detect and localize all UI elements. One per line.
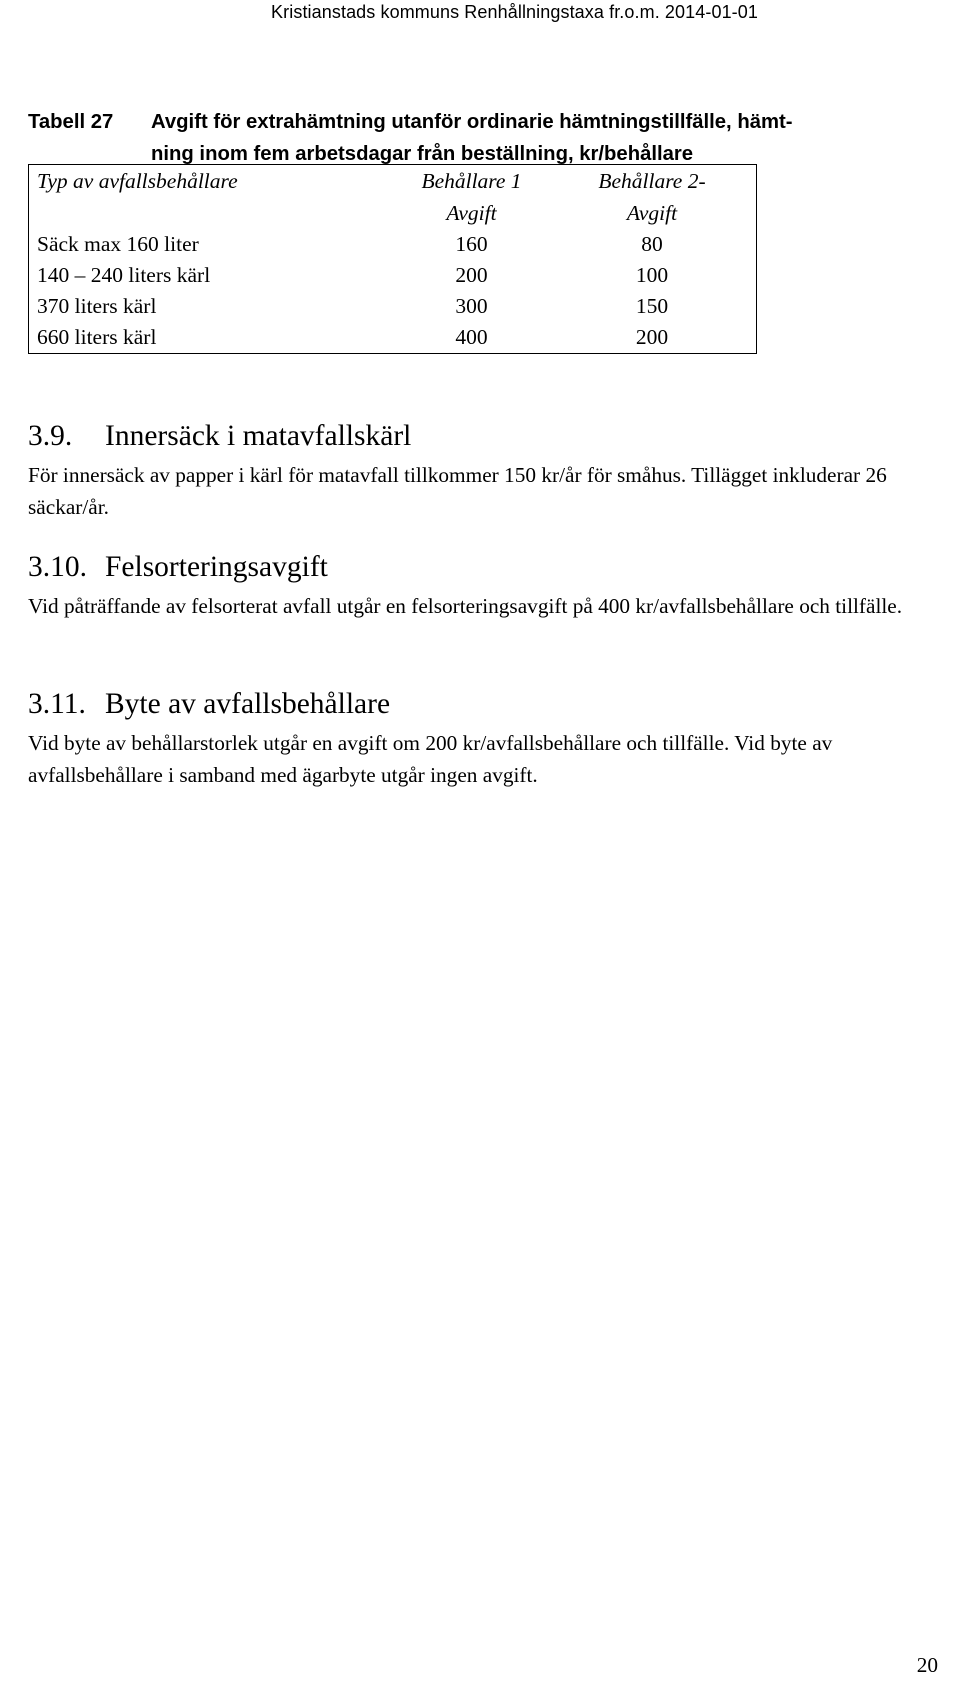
section-body: För innersäck av papper i kärl för matavfall tillkommer 150 kr/år för småhus. Tillägget inkluderar 26 säckar/år. bbox=[28, 463, 887, 519]
table-label: Tabell 27 bbox=[28, 111, 114, 133]
section-number: 3.11. bbox=[28, 688, 86, 720]
table-cell-container1: 160 bbox=[455, 232, 488, 256]
section-heading bbox=[28, 418, 938, 454]
table-cell-container2: 150 bbox=[635, 294, 669, 318]
table-caption bbox=[28, 106, 908, 170]
column-header-container1 bbox=[409, 165, 534, 229]
section-number: 3.10. bbox=[28, 551, 87, 583]
table-cell-container2: 80 bbox=[641, 232, 663, 256]
section-title: Felsorteringsavgift bbox=[105, 551, 328, 583]
section-missorting-fee bbox=[28, 549, 938, 623]
page-number: 20 bbox=[916, 1653, 938, 1677]
table-cell-type: 140 – 240 liters kärl bbox=[37, 263, 211, 287]
table-row bbox=[29, 322, 756, 353]
column-header-type: Typ av avfallsbehållare bbox=[37, 169, 238, 193]
section-number: 3.9. bbox=[28, 420, 73, 452]
section-title: Byte av avfallsbehållare bbox=[105, 688, 391, 720]
table-row bbox=[29, 291, 756, 322]
section-container-change bbox=[28, 686, 938, 791]
column-header-container2-line2: Avgift bbox=[626, 201, 678, 225]
page-header: Kristianstads kommuns Renhållningstaxa fr.o.m. 2014-01-01 bbox=[271, 2, 758, 22]
section-heading bbox=[28, 549, 938, 585]
column-header-container1-line1: Behållare 1 bbox=[421, 169, 522, 193]
column-header-container2 bbox=[589, 165, 715, 229]
section-heading bbox=[28, 686, 938, 722]
table-caption-line1: Avgift för extrahämtning utanför ordinarie hämtningstillfälle, hämt- bbox=[151, 111, 793, 133]
table-cell-container1: 300 bbox=[455, 294, 488, 318]
column-header-container1-line2: Avgift bbox=[446, 201, 497, 225]
section-title: Innersäck i matavfallskärl bbox=[105, 420, 412, 452]
fee-table bbox=[28, 164, 757, 354]
table-cell-container2: 200 bbox=[635, 325, 669, 349]
column-header-container2-line1: Behållare 2- bbox=[598, 169, 706, 193]
table-cell-container2: 100 bbox=[635, 263, 669, 287]
table-cell-type: 370 liters kärl bbox=[37, 294, 157, 318]
table-cell-container1: 400 bbox=[455, 325, 488, 349]
table-cell-container1: 200 bbox=[455, 263, 488, 287]
table-row bbox=[29, 260, 756, 291]
table-caption-line2: ning inom fem arbetsdagar från beställning, kr/behållare bbox=[151, 143, 694, 165]
section-body: Vid byte av behållarstorlek utgår en avgift om 200 kr/avfallsbehållare och tillfälle. Vid byte av avfallsbehållare i samband med ägarbyte utgår ingen avgift. bbox=[28, 731, 833, 787]
section-body: Vid påträffande av felsorterat avfall utgår en felsorteringsavgift på 400 kr/avfallsbehållare och tillfälle. bbox=[28, 594, 903, 618]
section-inner-bag bbox=[28, 418, 938, 523]
table-row bbox=[29, 229, 756, 260]
table-cell-type: Säck max 160 liter bbox=[37, 232, 199, 256]
table-cell-type: 660 liters kärl bbox=[37, 325, 157, 349]
